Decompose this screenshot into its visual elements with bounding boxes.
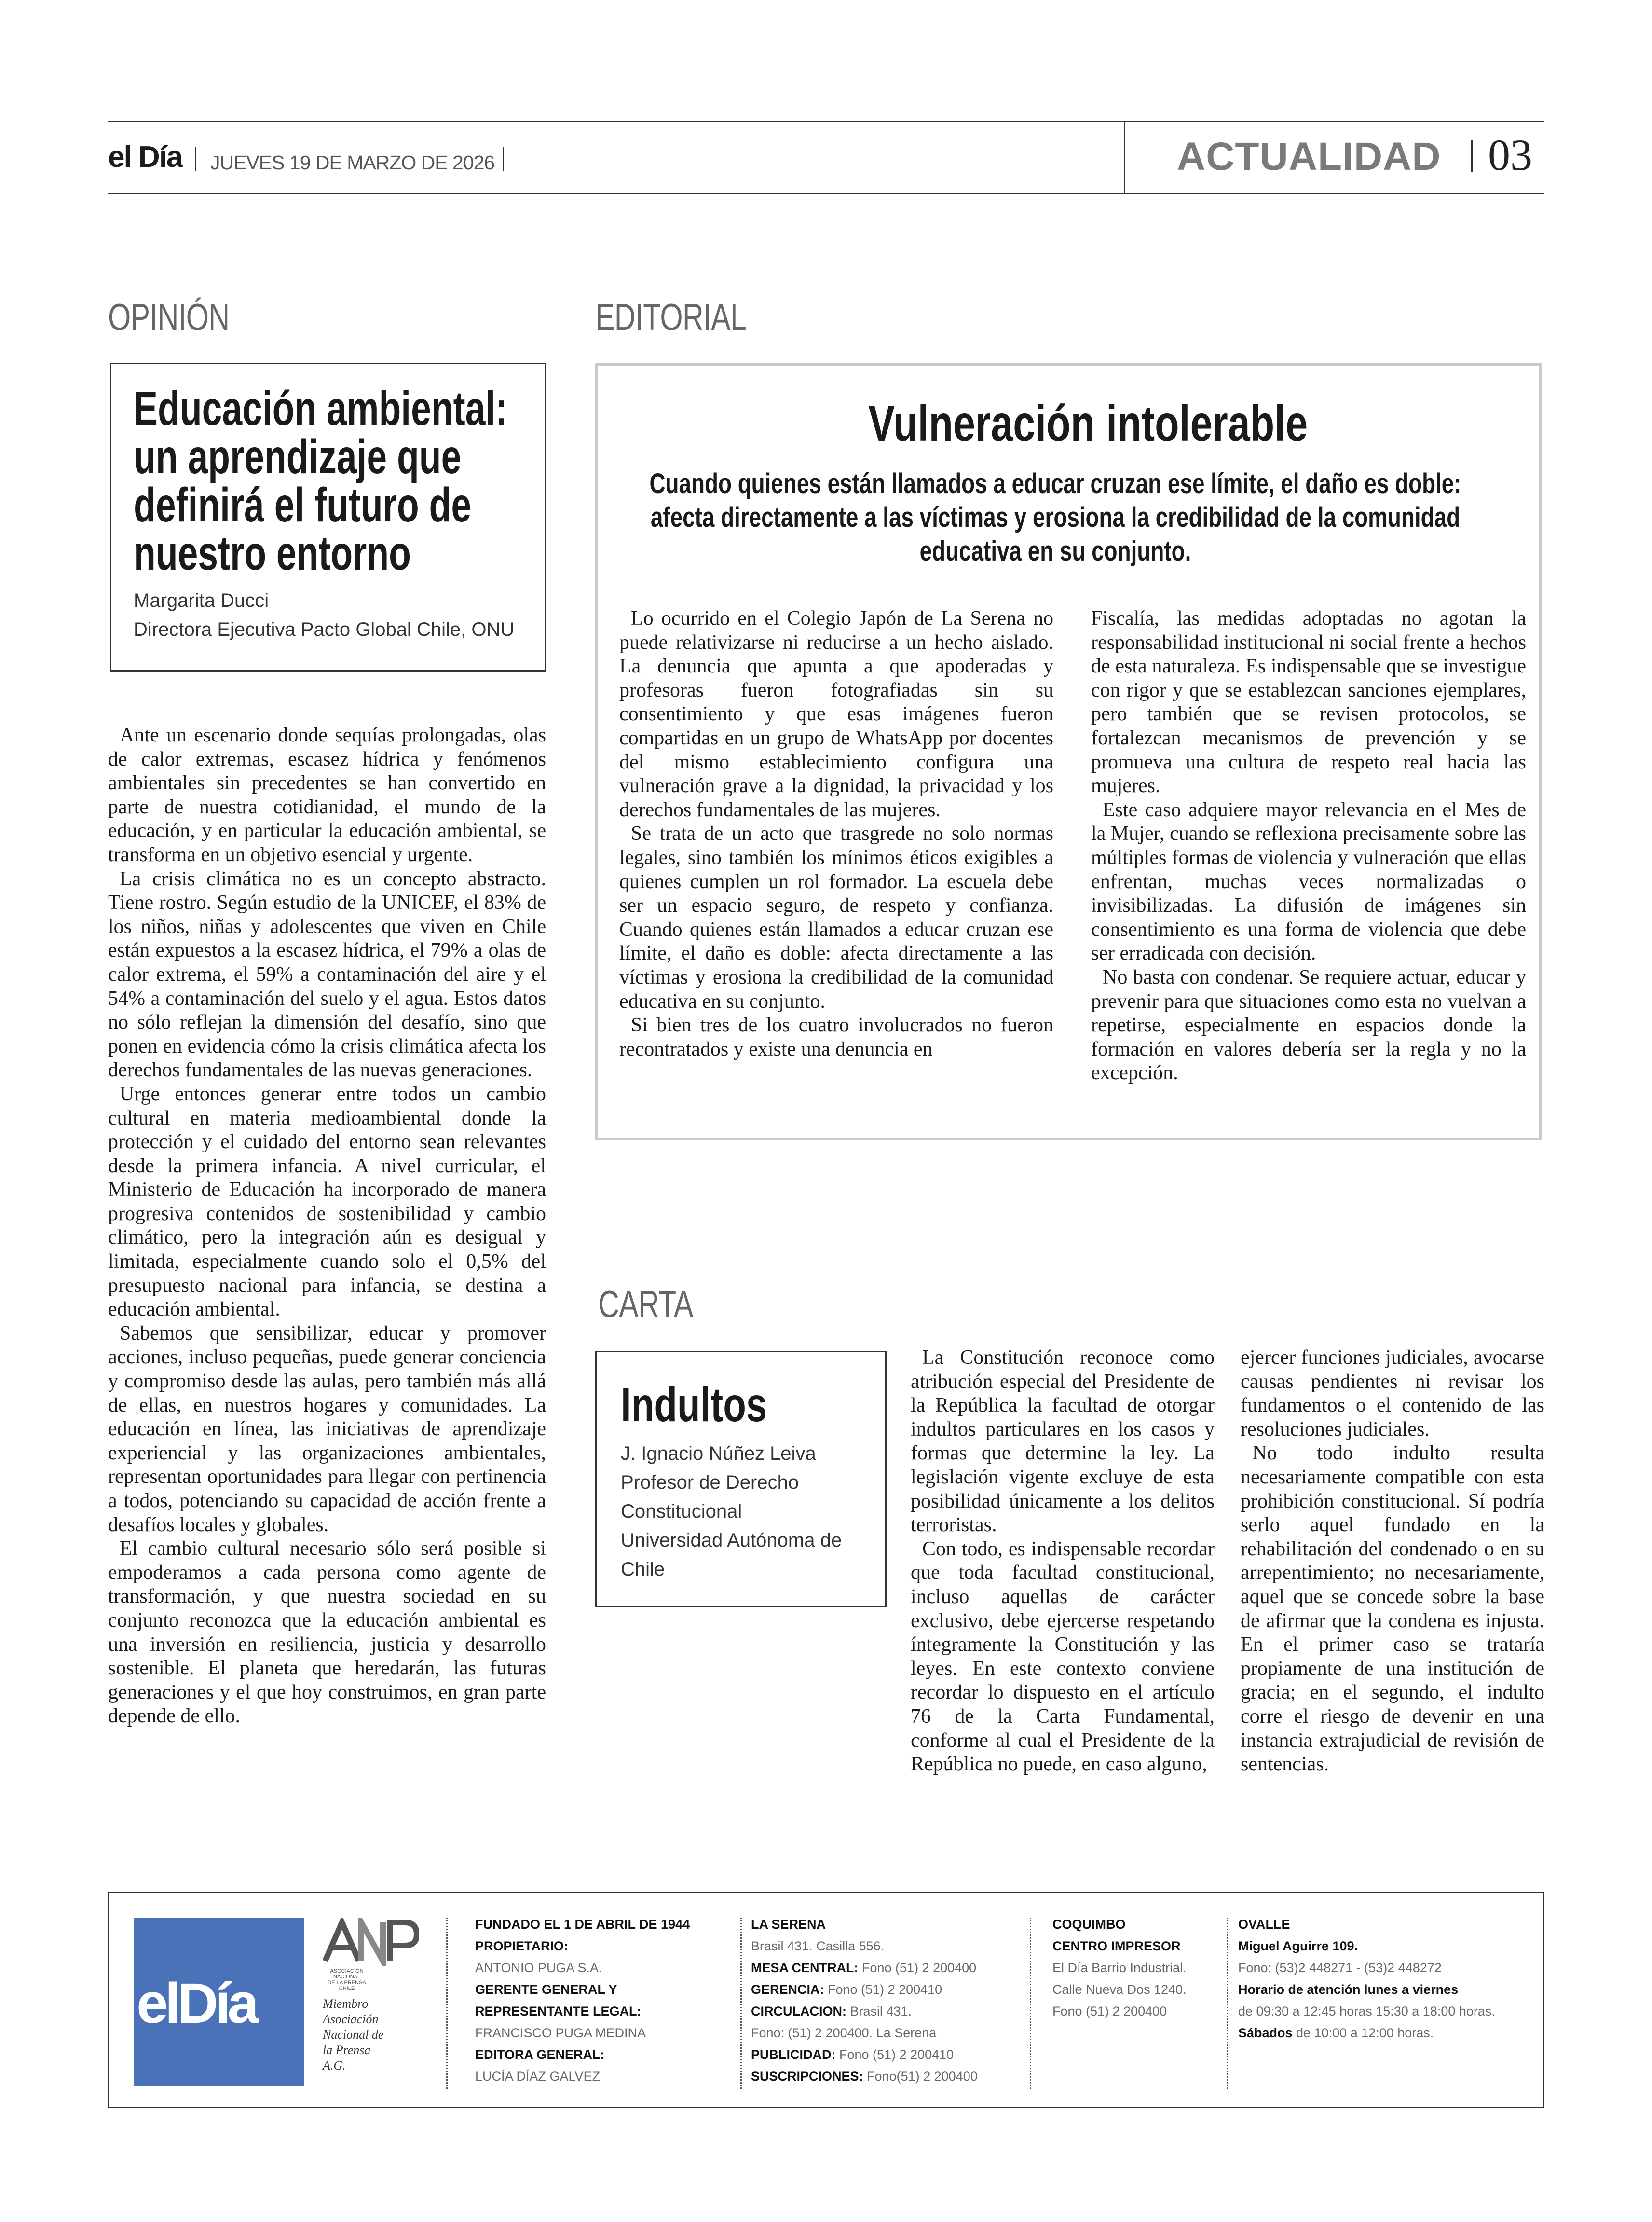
anp-member-line-5: A.G.	[323, 2058, 346, 2072]
footer-col1-line-5: REPRESENTANTE LEGAL:	[475, 2004, 642, 2018]
footer-col1-line-8: LUCÍA DÍAZ GALVEZ	[475, 2069, 601, 2084]
editorial-column-2	[1091, 607, 1526, 1085]
anp-small-line-2: NACIONAL	[333, 1974, 361, 1980]
footer-col4-line-5: de 09:30 a 12:45 horas 15:30 a 18:00 horas.	[1238, 2004, 1495, 2018]
editorial-label: EDITORIAL	[595, 296, 747, 338]
footer-col3-line-3: El Día Barrio Industrial.	[1052, 1961, 1187, 1975]
opinion-paragraph-3: Urge entonces generar entre todos un cambio cultural en materia medioambiental donde la protección y el cuidado del entorno sean relevantes desde la primera infancia. A nivel curricular, el Ministerio de Educación ha incorporado de manera progresiva contenidos de sostenibilidad y cambio climático, pero la integración aún es desigual y limitada, especialmente cuando solo el 0,5% del presupuesto nacional para infancia, se destina a educación ambiental.	[108, 1083, 546, 1321]
carta-label: CARTA	[598, 1283, 693, 1325]
header-sep-2	[503, 147, 504, 171]
opinion-title-line-3: definirá el futuro de	[134, 478, 472, 532]
editorial-col2-paragraph-2: Este caso adquiere mayor relevancia en el Mes de la Mujer, cuando se reflexiona precisamente sobre las múltiples formas de violencia y vulneración que ellas enfrentan, muchas veces normalizadas o invisibilizadas. La difusión de imágenes sin consentimiento es una forma de violencia que debe ser erradicada con decisión.	[1091, 798, 1526, 965]
anp-member-line-1: Miembro	[323, 1997, 369, 2011]
opinion-title-line-1: Educación ambiental:	[134, 382, 508, 436]
footer-col4-line-4: Horario de atención lunes a viernes	[1238, 1982, 1459, 1997]
footer-divider-1	[446, 1918, 448, 2089]
opinion-paragraph-4: Sabemos que sensibilizar, educar y promover acciones, incluso pequeñas, puede generar conciencia y compromiso desde las aulas, pero también más allá de ellas, en nuestros hogares y comunidades. La educación en línea, las iniciativas de aprendizaje experiencial y las organizaciones ambientales, representan oportunidades para llegar con pertinencia a todos, potenciando su capacidad de acción frente a desafíos locales y globales.	[108, 1322, 546, 1536]
carta-col2-paragraph-2: No todo indulto resulta necesariamente compatible con esta prohibición constitucional. Sí podría serlo aquel fundado en la rehabilitación del condenado o en su arrepentimiento; no necesariamente, aquel que se concede sobre la base de afirmar que la condena es injusta. En el primer caso se trataría propiamente de una institución de gracia; en el segundo, el indulto corre el riesgo de devenir en una instancia extrajudicial de revisión de sentencias.	[1241, 1442, 1544, 1776]
opinion-title-line-4: nuestro entorno	[134, 526, 411, 580]
carta-author-line-5: Chile	[621, 1559, 665, 1580]
footer-col3-line-4: Calle Nueva Dos 1240.	[1052, 1982, 1187, 1997]
editorial-col1-paragraph-2: Se trata de un acto que trasgrede no solo normas legales, sino también los mínimos éticos exigibles a quienes cumplen un rol formador. La escuela debe ser un espacio seguro, de respeto y confianza. Cuando quienes están llamados a educar cruzan ese límite, el daño es doble: afecta directamente a las víctimas y erosiona la credibilidad de la comunidad educativa en su conjunto.	[619, 823, 1053, 1013]
footer-divider-3	[1030, 1918, 1031, 2089]
footer-col2-line-7: PUBLICIDAD: Fono (51) 2 200410	[751, 2047, 954, 2062]
anp-small-line-1: ASOCIACIÓN	[330, 1968, 364, 1974]
footer-col3-line-5: Fono (51) 2 200400	[1052, 2004, 1167, 2018]
footer-col4-line-2: Miguel Aguirre 109.	[1238, 1939, 1358, 1953]
footer-col1-line-2: PROPIETARIO:	[475, 1939, 569, 1953]
opinion-title	[134, 382, 508, 580]
footer-col2-line-4: GERENCIA: Fono (51) 2 200410	[751, 1982, 942, 1997]
carta-column-1	[911, 1346, 1215, 1777]
carta-col1-paragraph-1: La Constitución reconoce como atribución especial del Presidente de la República la facultad de otorgar indultos particulares en los casos y formas que determine la ley. La legislación vigente excluye de esta posibilidad únicamente a los delitos terroristas.	[911, 1346, 1215, 1536]
opinion-title-line-2: un aprendizaje que	[134, 430, 462, 484]
footer-logo-block	[134, 1918, 304, 2086]
footer-col3-line-1: COQUIMBO	[1052, 1917, 1126, 1932]
footer-col3-line-2: CENTRO IMPRESOR	[1052, 1939, 1181, 1953]
footer-col2-line-3: MESA CENTRAL: Fono (51) 2 200400	[751, 1961, 977, 1975]
anp-member-line-3: Nacional de	[323, 2028, 384, 2042]
header-section: ACTUALIDAD	[1177, 135, 1441, 178]
anp-small-line-4: CHILE	[339, 1986, 355, 1991]
carta-author-line-2: Profesor de Derecho	[621, 1472, 799, 1493]
footer-col-coquimbo	[1052, 1914, 1187, 2022]
editorial-box	[595, 363, 1542, 1140]
editorial-title: Vulneración intolerable	[868, 395, 1308, 452]
header-date: JUEVES 19 DE MARZO DE 2026	[210, 151, 495, 174]
carta-title-box	[595, 1351, 887, 1607]
opinion-paragraph-5: El cambio cultural necesario sólo será posible si empoderamos a cada persona como agente de transformación, y que nuestra sociedad en su conjunto reconozca que la educación ambiental es una inversión en resiliencia, justicia y desarrollo sostenible. El planeta que heredarán, las futuras generaciones y el que hoy construimos, en gran parte depende de ello.	[108, 1537, 546, 1728]
header-sep-1	[195, 147, 196, 171]
footer-col2-line-1: LA SERENA	[751, 1917, 826, 1932]
footer-box	[108, 1892, 1544, 2108]
anp-member-text	[323, 1996, 419, 2073]
opinion-paragraph-1: Ante un escenario donde sequías prolongadas, olas de calor extremas, escasez hídrica y fenómenos ambientales sin precedentes se han convertido en parte de nuestra cotidianidad, el mundo de la educación, y en particular la educación ambiental, se transforma en un objetivo esencial y urgente.	[108, 724, 546, 866]
editorial-subtitle-line-1: Cuando quienes están llamados a educar cruzan ese límite, el daño es doble:	[649, 468, 1461, 499]
footer-col-ownership	[475, 1914, 690, 2087]
carta-author-line-1: J. Ignacio Núñez Leiva	[621, 1443, 816, 1464]
editorial-column-1	[619, 607, 1053, 1061]
footer-col1-line-6: FRANCISCO PUGA MEDINA	[475, 2026, 646, 2040]
editorial-col2-paragraph-3: No basta con condenar. Se requiere actuar, educar y prevenir para que situaciones como esta no vuelvan a repetirse, especialmente en espacios donde la formación en valores debería ser la regla y no la excepción.	[1091, 966, 1526, 1084]
anp-member-line-2: Asociación	[323, 2012, 379, 2026]
opinion-title-box	[110, 363, 546, 672]
header-logo: el Día	[108, 140, 182, 174]
carta-author	[621, 1439, 842, 1584]
opinion-label: OPINIÓN	[108, 296, 230, 338]
footer-divider-4	[1227, 1918, 1228, 2089]
header-divider	[1124, 121, 1125, 194]
editorial-col2-paragraph-1: Fiscalía, las medidas adoptadas no agotan la responsabilidad institucional ni social frente a hechos de esta naturaleza. Es indispensable que se investigue con rigor y que se establezcan sanciones ejemplares, pero también que se revisen protocolos, se fortalezcan mecanismos de prevención y se promueva una cultura de respeto real hacia las mujeres.	[1091, 607, 1526, 797]
anp-small-text	[323, 1968, 371, 1991]
footer-col2-line-5: CIRCULACION: Brasil 431.	[751, 2004, 912, 2018]
footer-col4-line-1: OVALLE	[1238, 1917, 1290, 1932]
footer-col-ovalle	[1238, 1914, 1495, 2044]
footer-col4-line-6: Sábados de 10:00 a 12:00 horas.	[1238, 2026, 1434, 2040]
carta-author-line-3: Constitucional	[621, 1501, 742, 1522]
opinion-body	[108, 724, 546, 1728]
editorial-col1-paragraph-1: Lo ocurrido en el Colegio Japón de La Serena no puede relativizarse ni reducirse a un hecho aislado. La denuncia que apunta a que apoderadas y profesoras fueron fotografiadas sin su consentimiento y que esas imágenes fueron compartidas en un grupo de WhatsApp por docentes del mismo establecimiento configura una vulneración grave a la dignidad, la privacidad y los derechos fundamentales de las mujeres.	[619, 607, 1053, 821]
editorial-subtitle	[598, 467, 1513, 568]
anp-logo	[323, 1918, 419, 2073]
footer-col1-line-4: GERENTE GENERAL Y	[475, 1982, 617, 1997]
anp-member-line-4: la Prensa	[323, 2043, 371, 2057]
footer-col-la-serena	[751, 1914, 978, 2087]
opinion-author: Margarita Ducci	[134, 590, 269, 611]
opinion-author-role: Directora Ejecutiva Pacto Global Chile, ONU	[134, 619, 515, 640]
carta-col1-paragraph-2: Con todo, es indispensable recordar que toda facultad constitucional, incluso aquellas de carácter exclusivo, debe ejercerse respetando íntegramente la Constitución y las leyes. En este contexto conviene recordar lo dispuesto en el artículo 76 de la Carta Fundamental, conforme al cual el Presidente de la República no puede, en caso alguno,	[911, 1537, 1215, 1776]
opinion-paragraph-2: La crisis climática no es un concepto abstracto. Tiene rostro. Según estudio de la UNICEF, el 83% de los niños, niñas y adolescentes que viven en Chile están expuestos a la escasez hídrica, el 79% a olas de calor extrema, el 59% a contaminación del aire y el 54% a contaminación del suelo y el agua. Estos datos no sólo reflejan la dimensión del desafío, sino que ponen en evidencia cómo la crisis climática afecta los derechos fundamentales de las nuevas generaciones.	[108, 867, 546, 1082]
header-sep-3	[1471, 140, 1473, 172]
header-top-rule	[108, 121, 1544, 122]
footer-col1-line-3: ANTONIO PUGA S.A.	[475, 1961, 602, 1975]
editorial-subtitle-line-3: educativa en su conjunto.	[919, 535, 1191, 567]
header-page-number: 03	[1488, 130, 1532, 179]
carta-col2-paragraph-1: ejercer funciones judiciales, avocarse causas pendientes ni revisar los fundamentos o el contenido de las resoluciones judiciales.	[1241, 1346, 1544, 1440]
footer-divider-2	[740, 1918, 742, 2089]
footer-col4-line-3: Fono: (53)2 448271 - (53)2 448272	[1238, 1961, 1442, 1975]
anp-small-line-3: DE LA PRENSA	[328, 1980, 366, 1986]
footer-col1-line-7: EDITORA GENERAL:	[475, 2047, 605, 2062]
editorial-subtitle-line-2: afecta directamente a las víctimas y erosiona la credibilidad de la comunidad	[650, 502, 1461, 533]
editorial-col1-paragraph-3: Si bien tres de los cuatro involucrados no fueron recontratados y existe una denuncia en	[619, 1014, 1053, 1060]
header-bottom-rule	[108, 193, 1544, 194]
anp-logo-icon	[323, 1918, 419, 1966]
carta-author-line-4: Universidad Autónoma de	[621, 1530, 842, 1551]
carta-column-2	[1241, 1346, 1544, 1777]
footer-col2-line-2: Brasil 431. Casilla 556.	[751, 1939, 885, 1953]
footer-col2-line-8: SUSCRIPCIONES: Fono(51) 2 200400	[751, 2069, 978, 2084]
carta-title: Indultos	[621, 1378, 767, 1432]
footer-col1-line-1: FUNDADO EL 1 DE ABRIL DE 1944	[475, 1917, 690, 1932]
footer-col2-line-6: Fono: (51) 2 200400. La Serena	[751, 2026, 937, 2040]
footer-logo: elDía	[137, 1972, 256, 2035]
